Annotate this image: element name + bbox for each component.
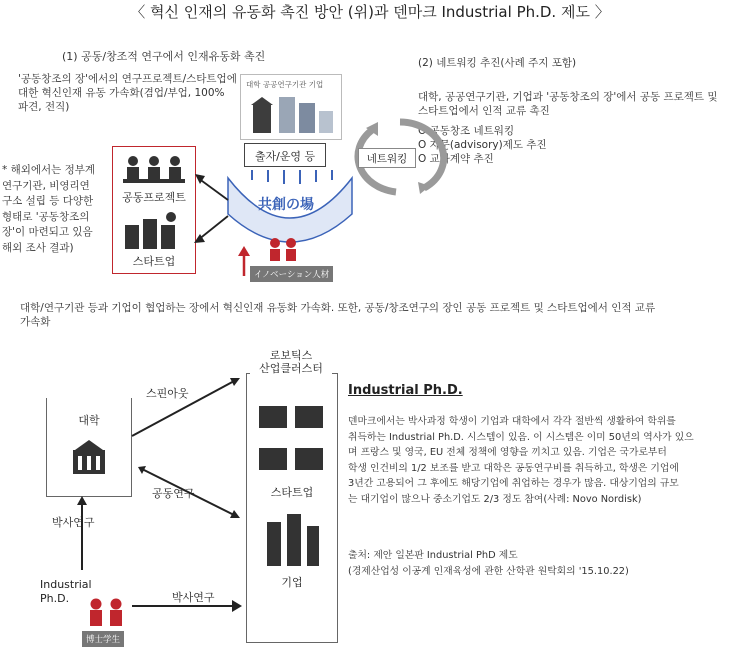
top-summary: 대학/연구기관 등과 기업이 협업하는 장에서 혁신인재 유동화 가속화. 또한, 공동/창조연구의 장인 공동 프로젝트 및 스타트업에서 인적 교류 가속화 [20, 302, 656, 328]
industrial-label: Industrial Ph.D. [40, 578, 92, 605]
spinout-label: 스핀아웃 [146, 387, 189, 400]
section2-desc: 대학, 공공연구기관, 기업과 '공동창조의 장'에서 공동 프로젝트 및 스타트업에서 인적 교류 촉진 [418, 91, 718, 117]
talent-tag: イノベーション人材 [250, 266, 333, 282]
startup-label: 스타트업 [132, 255, 176, 268]
section2-heading: (2) 네트워킹 추진(사례 주지 포함) [418, 57, 577, 69]
phd-research-bottom-label: 박사연구 [172, 591, 215, 604]
overseas-note: * 해외에서는 정부계 연구기관, 비영리연 구소 설립 등 다양한 형태로 '공동창조의 장'이 마련되고 있음 해외 조사 결과) [2, 164, 96, 254]
cluster-label: 로보틱스 산업클러스터 [250, 349, 332, 375]
field-label: 共創の場 [258, 197, 314, 213]
student-tag: 博士学生 [82, 631, 124, 647]
bottom-startup-label: 스타트업 [270, 486, 314, 499]
institutions-label: 대학 공공연구기관 기업 [246, 80, 324, 89]
phd-research-left-label: 박사연구 [52, 516, 95, 529]
source-text: 출처: 제안 일본판 Industrial PhD 제도 (경제산업성 이공계 인재육성에 관한 산학관 원탁회의 '15.10.22) [348, 550, 629, 577]
joint-research-label: 공동연구 [152, 487, 195, 500]
section2-bullets: O 공동창조 네트워킹 O 자문(advisory)제도 추진 O 교차계약 추진 [418, 125, 547, 165]
project-label: 공동프로젝트 [122, 191, 186, 204]
university-label: 대학 [78, 414, 100, 427]
info-title: Industrial Ph.D. [348, 383, 463, 398]
info-body: 덴마크에서는 박사과정 학생이 기업과 대학에서 각각 절반씩 생활하여 학위를 취득하는 Industrial Ph.D. 시스템이 있음. 이 시스템은 이미 50년의 역사가 있으 며 프랑스 및 영국, EU 전체 정책에 영향을 끼치고 있음. 기업은 국가로부터 학생 인건비의 1/2 보조를 받고 대학은 공동연구비를 취득하고, 학생은 기업에 3년간 고용되어 그 후에도 해당기업에 취업하는 경우가 많음. 대상기업의 규모 는 대기업이 많으나 중소기업도 2/3 정도 참여(사례: Novo Nordisk) [348, 416, 694, 505]
invest-label: 출자/운영 등 [254, 150, 316, 163]
network-label: 네트워킹 [366, 153, 408, 165]
page-title: 〈 혁신 인재의 유동화 촉진 방안 (위)과 덴마크 Industrial Ph.D. 제도 〉 [130, 3, 610, 21]
company-label: 기업 [281, 576, 303, 589]
section1-desc: '공동창조의 장'에서의 연구프로젝트/스타트업에 대한 혁신인재 유동 가속화(겸업/부업, 100% 파견, 전직) [18, 73, 237, 113]
section1-heading: (1) 공동/창조적 연구에서 인재유동화 촉진 [62, 50, 266, 63]
